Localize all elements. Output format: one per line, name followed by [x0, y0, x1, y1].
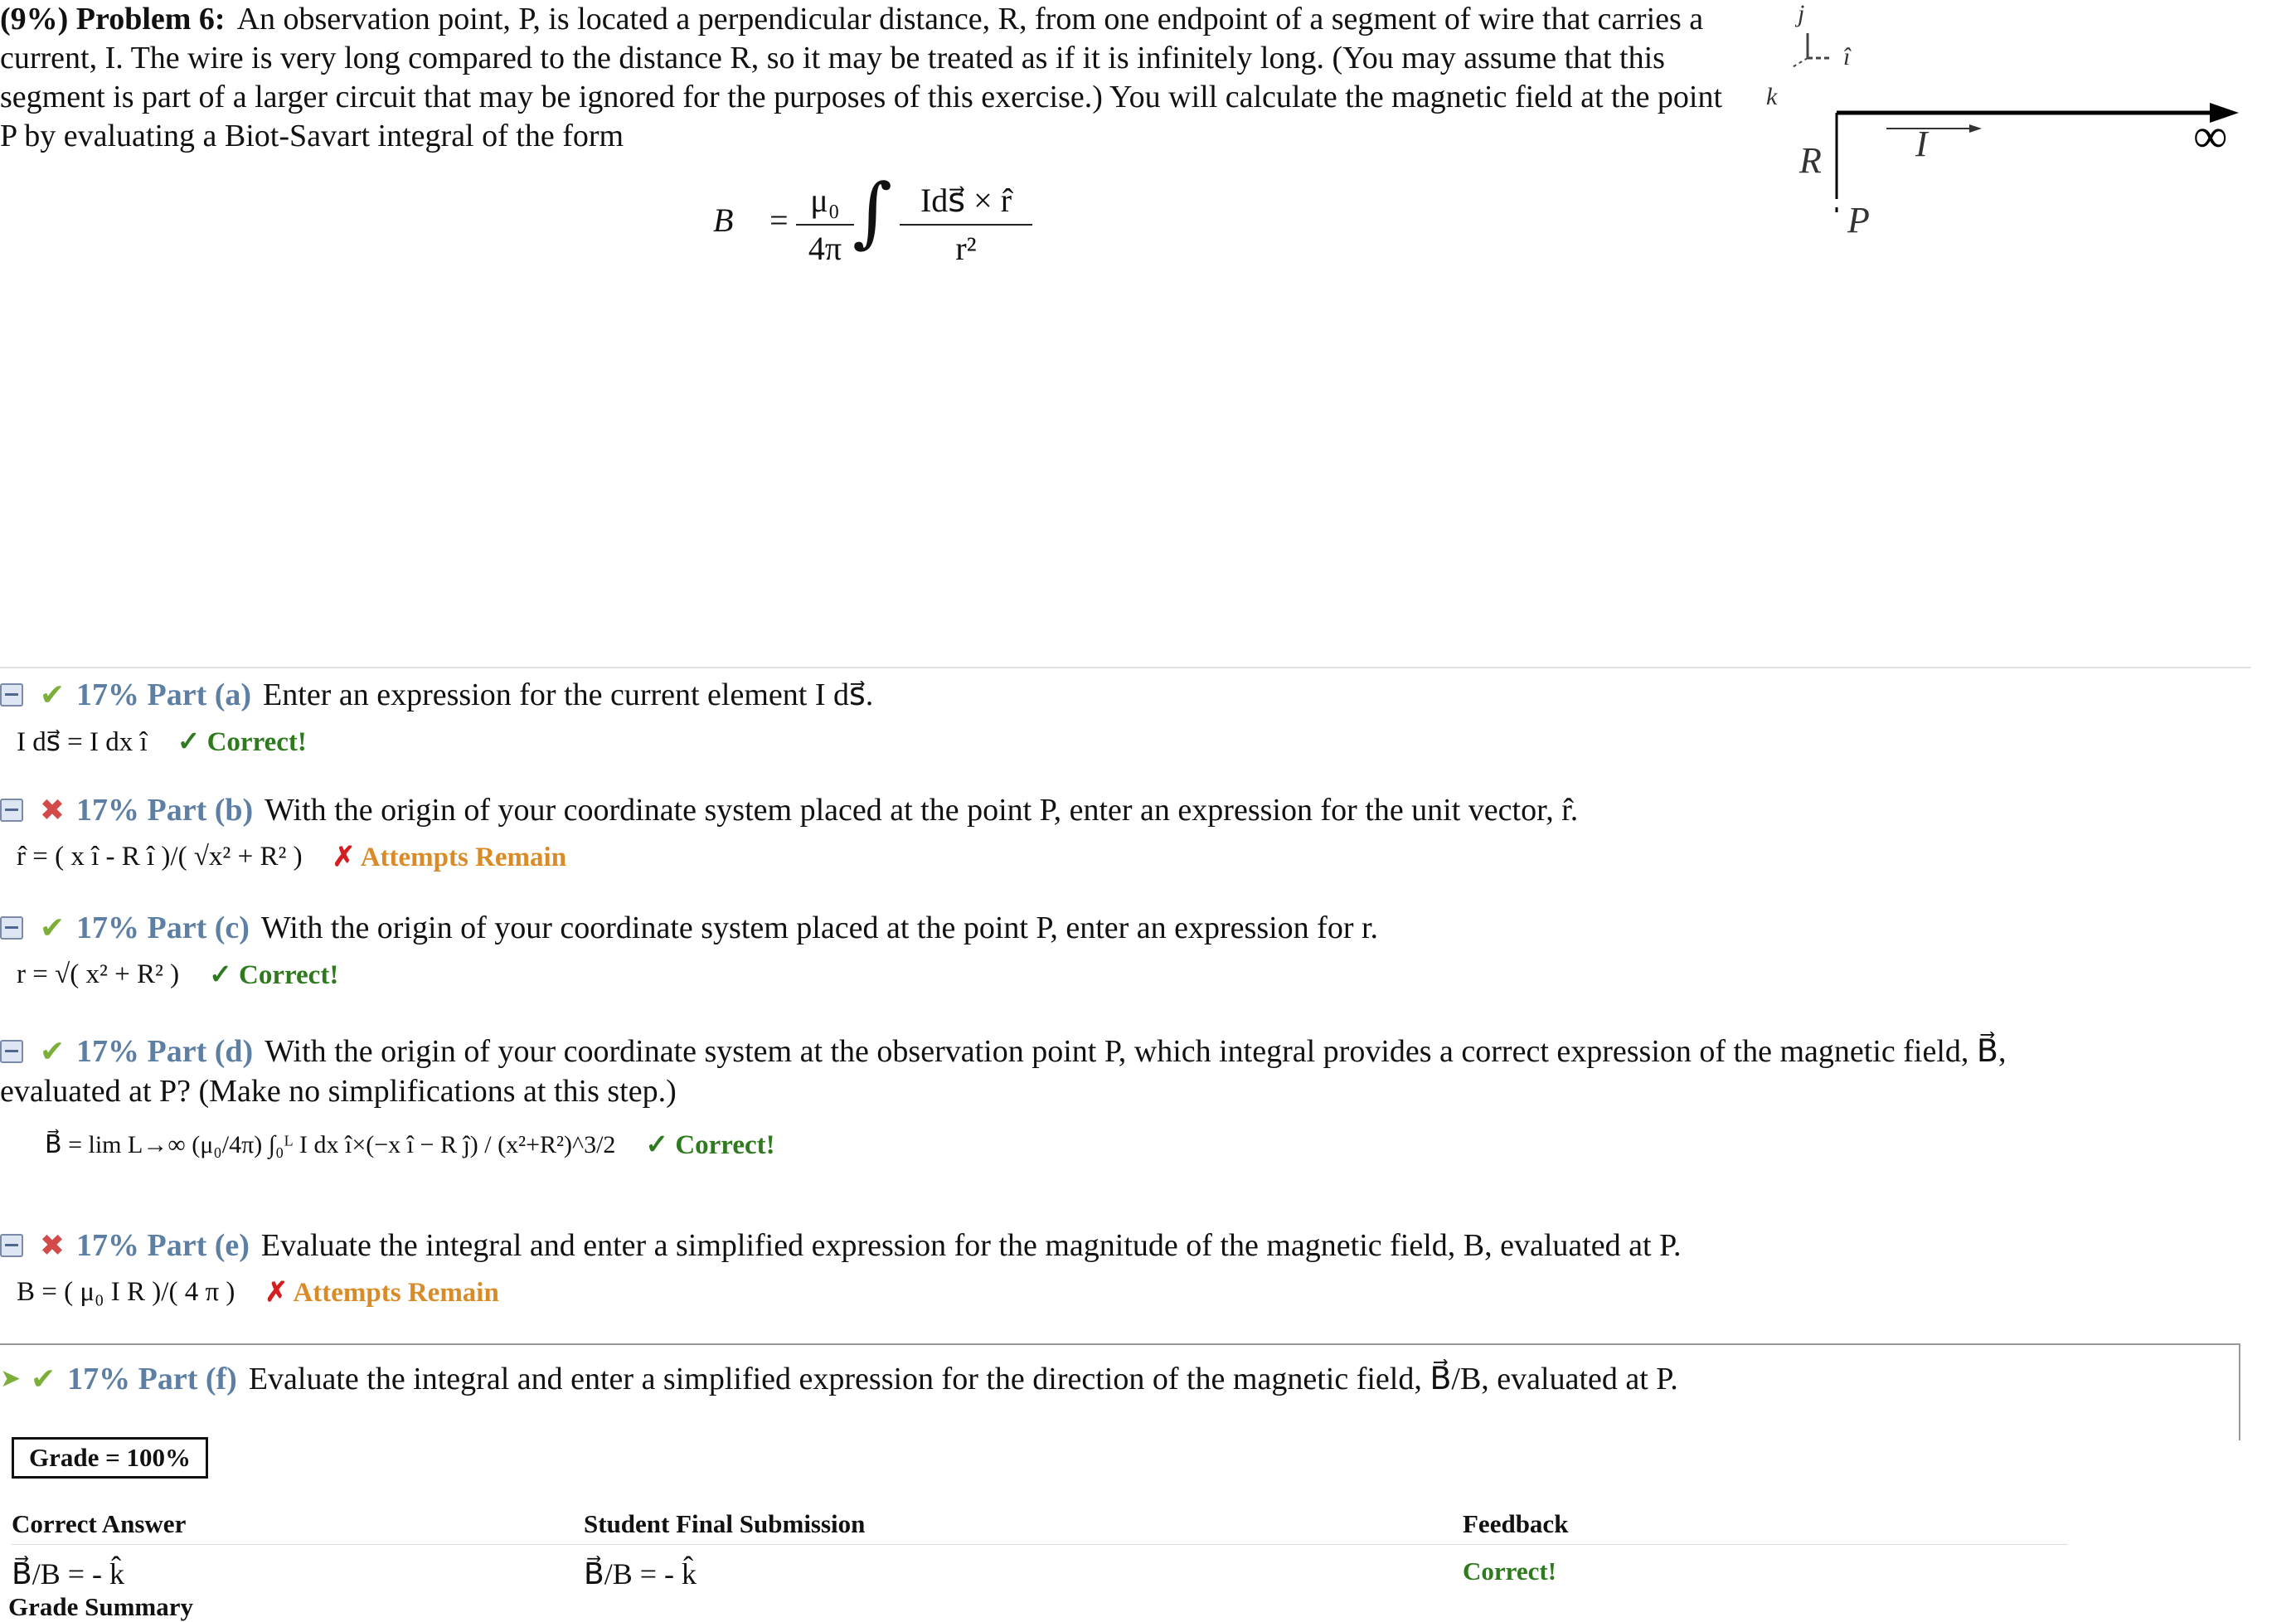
problem-title: (9%) Problem 6:	[0, 2, 226, 36]
check-icon: ✔	[31, 1362, 56, 1396]
header-student-submission: Student Final Submission	[584, 1509, 866, 1538]
formula-lhs: B⃗ =	[713, 202, 790, 239]
problem-statement	[0, 0, 1725, 156]
x-mark-icon: ✗	[332, 843, 356, 872]
wire-diagram	[1725, 0, 2255, 265]
check-icon: ✔	[39, 911, 66, 945]
cross-icon: ✖	[39, 794, 66, 827]
x-mark-icon: ✗	[265, 1278, 289, 1308]
grade-summary-heading[interactable]: Grade Summary	[8, 1592, 194, 1621]
header-feedback: Feedback	[1463, 1509, 1569, 1538]
fraction-bar	[900, 224, 1032, 226]
check-icon: ✔	[39, 677, 66, 711]
part-answer: r̂ = ( x î - R î )/( √x² + R² )	[17, 841, 303, 872]
part-a	[0, 676, 873, 758]
part-b	[0, 792, 1578, 873]
collapse-toggle[interactable]	[0, 683, 23, 707]
label-P: P	[1847, 200, 1870, 240]
part-answer: B⃗ = lim L→∞ (μ₀/4π) ∫₀ᴸ I dx î×(−x î − R ĵ) / (x²+R²)^3/2	[45, 1130, 616, 1158]
part-d	[0, 1032, 2172, 1161]
formula-int-den: r²	[955, 230, 977, 267]
expand-arrow-icon[interactable]: ➤	[0, 1365, 22, 1392]
part-question: With the origin of your coordinate system at the observation point P, which integral provides a correct expression of the magnetic field, B⃗,	[265, 1034, 2007, 1069]
part-label: 17% Part (c)	[76, 911, 250, 945]
part-question: Evaluate the integral and enter a simplified expression for the direction of the magnetic field, B⃗/B, evaluated at P.	[248, 1362, 1678, 1396]
label-I: I	[1915, 124, 1928, 164]
cell-feedback: Correct!	[1463, 1556, 1557, 1586]
integral-sign: ∫	[852, 168, 892, 256]
feedback-text: Attempts Remain	[293, 1278, 499, 1308]
results-table	[12, 1509, 2068, 1591]
part-f	[0, 1360, 1678, 1397]
formula-int-num: Ids⃗ × r̂	[920, 182, 1012, 219]
part-label: 17% Part (a)	[76, 677, 252, 712]
cell-correct-answer: B⃗/B = - k̂	[12, 1557, 125, 1590]
part-answer: I ds⃗ = I dx î	[17, 727, 148, 757]
fraction-bar	[796, 224, 854, 226]
table-row	[12, 1545, 2068, 1591]
current-arrowhead	[1969, 124, 1982, 133]
part-question: With the origin of your coordinate system placed at the point P, enter an expression for the unit vector, r̂.	[265, 793, 1579, 828]
k-axis	[1791, 58, 1808, 68]
feedback-text: Attempts Remain	[360, 843, 567, 872]
label-j: j	[1798, 0, 1805, 27]
feedback-attempts	[265, 1275, 498, 1309]
part-question: Enter an expression for the current element I ds⃗.	[263, 677, 874, 712]
part-answer: r = √( x² + R² )	[17, 959, 180, 989]
part-e	[0, 1227, 1682, 1309]
grade-badge: Grade = 100%	[12, 1437, 208, 1479]
part-question-cont: evaluated at P? (Make no simplifications at this step.)	[0, 1074, 677, 1109]
part-question: With the origin of your coordinate system placed at the point P, enter an expression for r.	[260, 911, 1379, 945]
check-icon: ✔	[39, 1034, 66, 1068]
biot-savart-formula	[713, 168, 1028, 275]
feedback-correct: ✓ Correct!	[209, 960, 339, 990]
part-c	[0, 910, 1378, 991]
part-label: 17% Part (f)	[67, 1361, 237, 1396]
label-i: î	[1843, 43, 1851, 70]
cross-icon: ✖	[39, 1229, 66, 1262]
collapse-toggle[interactable]	[0, 1040, 23, 1063]
feedback-correct: ✓ Correct!	[645, 1130, 775, 1160]
problem-text: An observation point, P, is located a perpendicular distance, R, from one endpoint of a segment of wire that carries a current, I. The wire is very long compared to the distance R, so it may be treated as if it is infinitely long. (You may assume that this segment is part of a larger circuit that may be ignored for the purposes of this exercise.) You will calculate the magnetic field at the point P by evaluating a Biot-Savart integral of the form	[0, 2, 1723, 153]
collapse-toggle[interactable]	[0, 916, 23, 940]
wire-diagram-svg	[1725, 0, 2255, 265]
part-question: Evaluate the integral and enter a simplified expression for the magnitude of the magnetic field, B, evaluated at P.	[260, 1228, 1682, 1263]
collapse-toggle[interactable]	[0, 1234, 23, 1257]
label-R: R	[1799, 140, 1822, 181]
header-correct-answer: Correct Answer	[12, 1509, 187, 1538]
collapse-toggle[interactable]	[0, 799, 23, 822]
label-infinity: ∞	[2193, 109, 2228, 163]
table-header	[12, 1509, 2068, 1545]
part-label: 17% Part (d)	[76, 1033, 254, 1069]
formula-coef-num: μ₀	[810, 182, 840, 219]
part-label: 17% Part (b)	[76, 793, 254, 828]
section-divider	[0, 667, 2251, 668]
feedback-attempts	[333, 840, 566, 873]
cell-student-submission: B⃗/B = - k̂	[584, 1557, 697, 1590]
label-k: k	[1766, 83, 1778, 110]
feedback-correct: ✓ Correct!	[177, 727, 307, 757]
part-label: 17% Part (e)	[76, 1228, 250, 1263]
part-answer: B = ( μ₀ I R )/( 4 π )	[17, 1276, 235, 1307]
formula-coef-den: 4π	[808, 230, 842, 267]
